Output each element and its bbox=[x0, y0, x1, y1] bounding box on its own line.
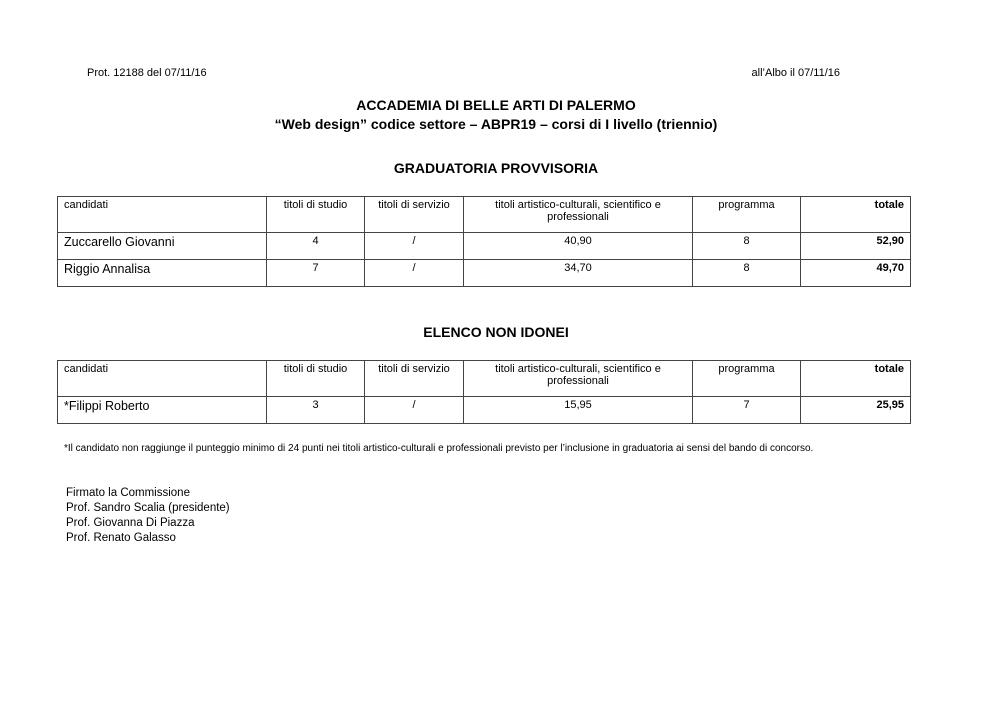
col-titoli-artistici: titoli artistico-culturali, scientifico e professionali bbox=[464, 197, 693, 233]
titoli-studio-value: 7 bbox=[267, 260, 365, 287]
programma-value: 8 bbox=[693, 233, 801, 260]
course-subtitle: “Web design” codice settore – ABPR19 – corsi di I livello (triennio) bbox=[274, 116, 718, 132]
titoli-servizio-value: / bbox=[365, 397, 464, 424]
candidate-name: *Filippi Roberto bbox=[58, 397, 267, 424]
programma-value: 8 bbox=[693, 260, 801, 287]
col-candidati: candidati bbox=[58, 361, 267, 397]
col-totale: totale bbox=[801, 361, 911, 397]
albo-date: all’Albo il 07/11/16 bbox=[751, 67, 840, 79]
col-titoli-studio: titoli di studio bbox=[267, 361, 365, 397]
signature-member: Prof. Giovanna Di Piazza bbox=[66, 517, 195, 529]
non-idonei-table bbox=[57, 360, 911, 424]
graduatoria-table bbox=[57, 196, 911, 287]
titoli-servizio-value: / bbox=[365, 260, 464, 287]
totale-value: 25,95 bbox=[801, 397, 911, 424]
titoli-artistici-value: 40,90 bbox=[464, 233, 693, 260]
col-titoli-servizio: titoli di servizio bbox=[365, 361, 464, 397]
candidate-name: Riggio Annalisa bbox=[58, 260, 267, 287]
col-programma: programma bbox=[693, 197, 801, 233]
institution-title: ACCADEMIA DI BELLE ARTI DI PALERMO bbox=[356, 97, 636, 113]
totale-value: 52,90 bbox=[801, 233, 911, 260]
col-titoli-artistici: titoli artistico-culturali, scientifico e professionali bbox=[464, 361, 693, 397]
signature-member: Prof. Renato Galasso bbox=[66, 532, 176, 544]
non-idonei-heading: ELENCO NON IDONEI bbox=[423, 324, 569, 340]
col-titoli-servizio: titoli di servizio bbox=[365, 197, 464, 233]
candidate-name: Zuccarello Giovanni bbox=[58, 233, 267, 260]
table-row bbox=[58, 260, 911, 287]
titoli-artistici-value: 34,70 bbox=[464, 260, 693, 287]
titoli-studio-value: 4 bbox=[267, 233, 365, 260]
col-totale: totale bbox=[801, 197, 911, 233]
col-candidati: candidati bbox=[58, 197, 267, 233]
table-header-row bbox=[58, 197, 911, 233]
titoli-servizio-value: / bbox=[365, 233, 464, 260]
col-programma: programma bbox=[693, 361, 801, 397]
totale-value: 49,70 bbox=[801, 260, 911, 287]
graduatoria-heading: GRADUATORIA PROVVISORIA bbox=[393, 160, 599, 176]
titoli-artistici-value: 15,95 bbox=[464, 397, 693, 424]
programma-value: 7 bbox=[693, 397, 801, 424]
signature-block bbox=[66, 486, 230, 546]
protocol-number: Prot. 12188 del 07/11/16 bbox=[87, 67, 207, 79]
table-row bbox=[58, 233, 911, 260]
table-header-row bbox=[58, 361, 911, 397]
table-row bbox=[58, 397, 911, 424]
signature-member: Prof. Sandro Scalia (presidente) bbox=[66, 502, 230, 514]
col-titoli-studio: titoli di studio bbox=[267, 197, 365, 233]
signature-intro: Firmato la Commissione bbox=[66, 487, 190, 499]
footnote: *Il candidato non raggiunge il punteggio minimo di 24 punti nei titoli artistico-culturali e professionali previsto per l’inclusione in graduatoria ai sensi del bando di concorso. bbox=[64, 443, 814, 454]
titoli-studio-value: 3 bbox=[267, 397, 365, 424]
